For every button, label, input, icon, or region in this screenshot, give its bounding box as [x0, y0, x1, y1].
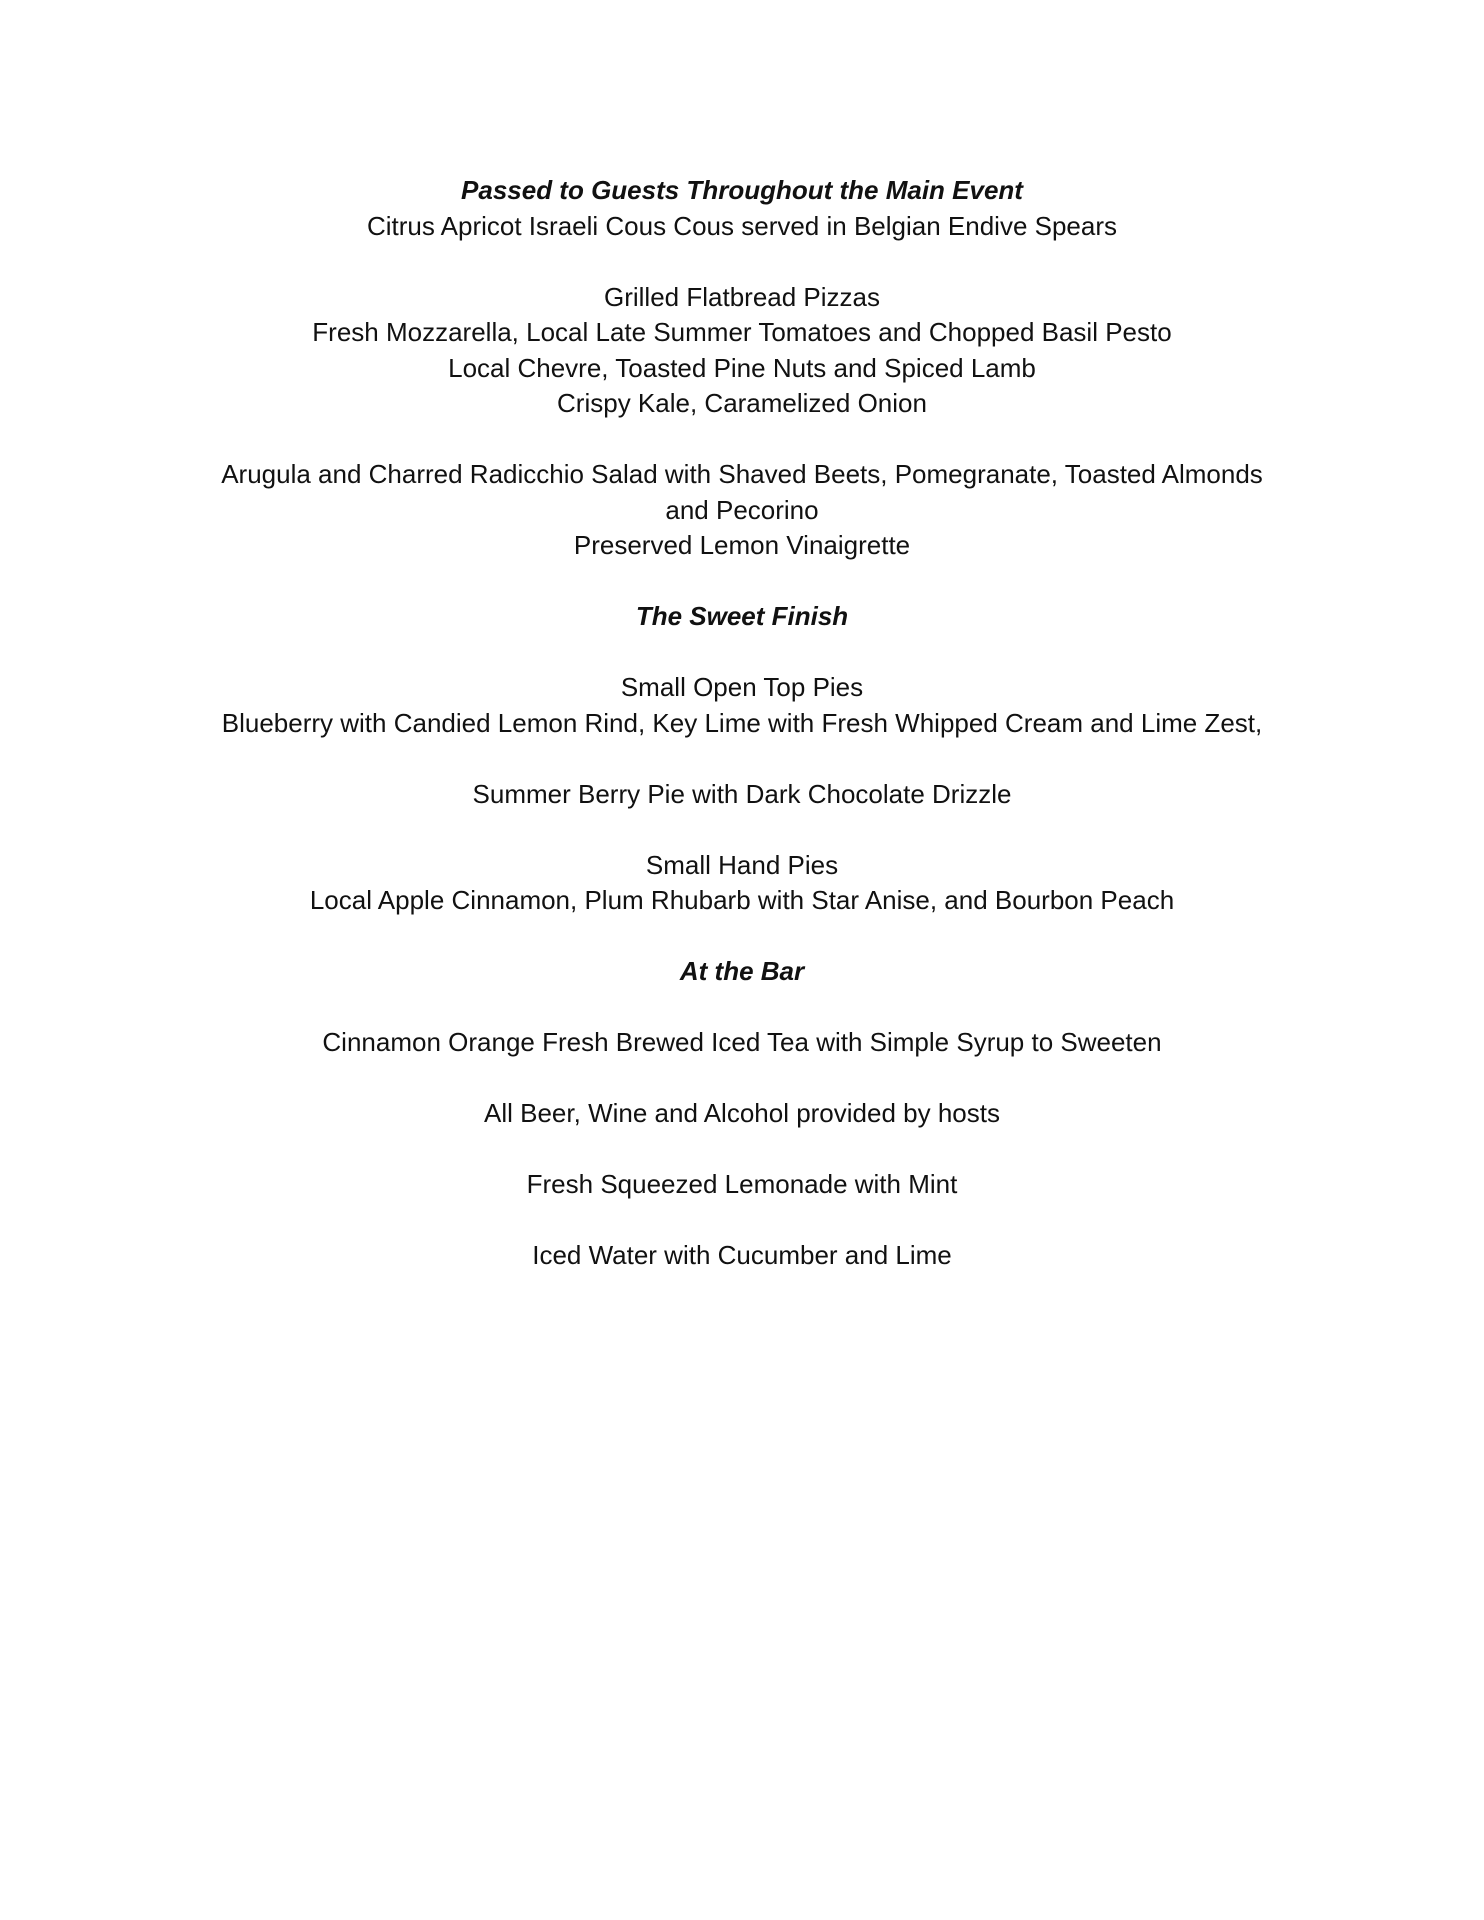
- salad-item-line-2: and Pecorino: [665, 494, 819, 525]
- flatbread-item: Fresh Mozzarella, Local Late Summer Tomatoes and Chopped Basil Pesto: [312, 317, 1172, 347]
- sweet-heading: The Sweet Finish: [635, 601, 849, 631]
- iced-tea-item: Cinnamon Orange Fresh Brewed Iced Tea with Simple Syrup to Sweeten: [322, 1027, 1162, 1057]
- flatbread-item: Local Chevre, Toasted Pine Nuts and Spiced Lamb: [448, 352, 1036, 383]
- spacer: [160, 244, 1324, 280]
- open-pies-items: Blueberry with Candied Lemon Rind, Key Lime with Fresh Whipped Cream and Lime Zest,: [221, 707, 1263, 738]
- cous-cous-item: Citrus Apricot Israeli Cous Cous served in Belgian Endive Spears: [366, 210, 1118, 241]
- spacer: [160, 1132, 1324, 1168]
- alcohol-item: All Beer, Wine and Alcohol provided by hosts: [484, 1098, 1000, 1128]
- water-item: Iced Water with Cucumber and Lime: [532, 1240, 952, 1270]
- salad-dressing: Preserved Lemon Vinaigrette: [573, 530, 911, 560]
- spacer: [160, 635, 1324, 671]
- spacer: [160, 919, 1324, 955]
- flatbread-item: Crispy Kale, Caramelized Onion: [557, 388, 927, 418]
- spacer: [160, 741, 1324, 777]
- spacer: [160, 564, 1324, 600]
- passed-heading: Passed to Guests Throughout the Main Event: [461, 175, 1023, 205]
- summer-berry-pie: Summer Berry Pie with Dark Chocolate Drizzle: [472, 778, 1012, 809]
- open-pies-title: Small Open Top Pies: [620, 672, 864, 702]
- spacer: [160, 1061, 1324, 1097]
- menu-body: [160, 173, 1324, 1274]
- spacer: [160, 812, 1324, 848]
- salad-item-line-1: Arugula and Charred Radicchio Salad with Shaved Beets, Pomegranate, Toasted Almonds: [221, 459, 1263, 489]
- hand-pies-title: Small Hand Pies: [645, 849, 839, 880]
- spacer: [160, 1203, 1324, 1239]
- spacer: [160, 422, 1324, 458]
- bar-heading: At the Bar: [679, 956, 805, 986]
- hand-pies-items: Local Apple Cinnamon, Plum Rhubarb with Star Anise, and Bourbon Peach: [309, 885, 1175, 915]
- lemonade-item: Fresh Squeezed Lemonade with Mint: [526, 1169, 958, 1199]
- flatbread-title: Grilled Flatbread Pizzas: [604, 281, 880, 312]
- spacer: [160, 990, 1324, 1026]
